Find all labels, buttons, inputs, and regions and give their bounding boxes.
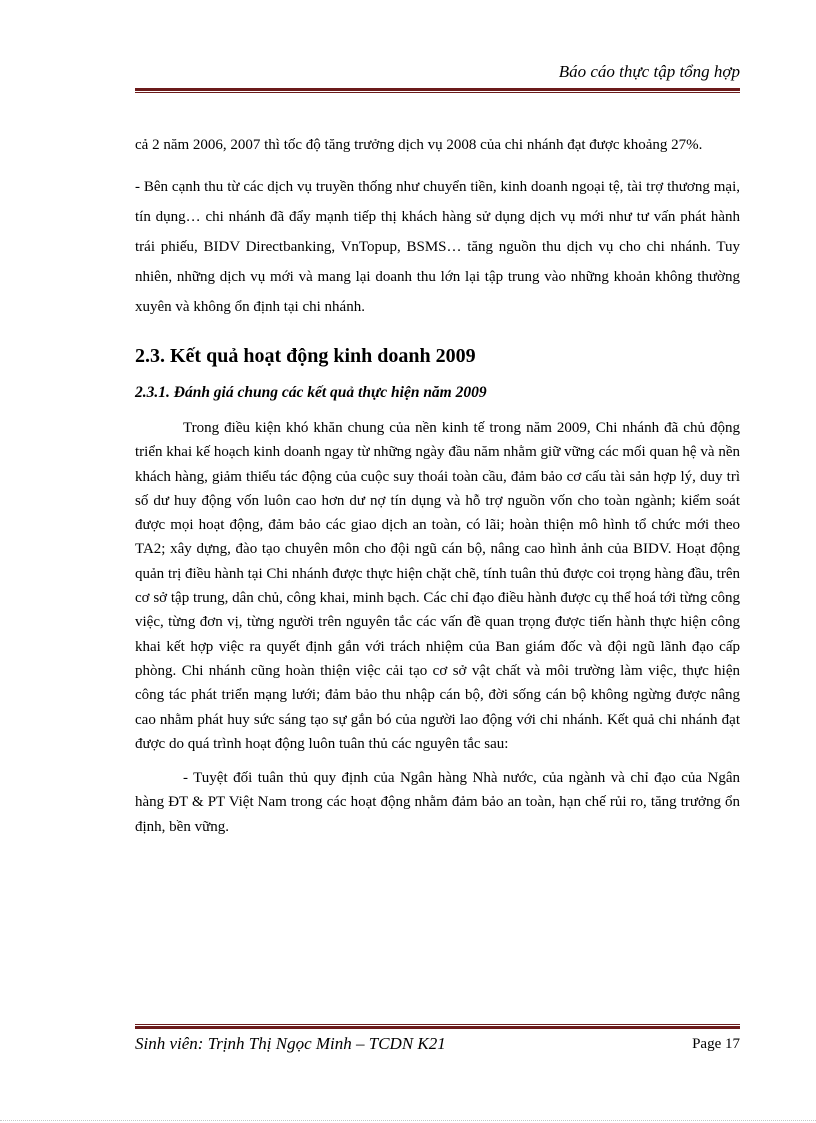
paragraph-services: - Bên cạnh thu từ các dịch vụ truyền thống như chuyển tiền, kinh doanh ngoại tệ, tài trợ thương mại, tín dụng… chi nhánh đã đẩy mạnh tiếp thị khách hàng sử dụng dịch vụ mới như tư vấn phát hành trái phiếu, BIDV Directbanking, VnTopup, BSMS… tăng nguồn thu dịch vụ cho chi nhánh. Tuy nhiên, những dịch vụ mới và mang lại doanh thu lớn lại tập trung vào những khoản không thường xuyên và không ổn định tại chi nhánh.: [135, 179, 740, 315]
footer-student: Sinh viên: Trịnh Thị Ngọc Minh – TCDN K21: [135, 1034, 446, 1053]
footer-rule: [135, 1024, 740, 1029]
header-rule: [135, 88, 740, 93]
page-edge: [0, 1120, 816, 1121]
document-body: [135, 130, 740, 839]
paragraph-bullet: - Tuyệt đối tuân thủ quy định của Ngân hàng Nhà nước, của ngành và chỉ đạo của Ngân hàng ĐT & PT Việt Nam trong các hoạt động nhằm đảm bảo an toàn, hạn chế rủi ro, tăng trưởng ổn định, bền vững.: [135, 770, 740, 835]
footer-page-number: Page 17: [692, 1036, 740, 1052]
subsection-heading: 2.3.1. Đánh giá chung các kết quả thực hiện năm 2009: [135, 384, 487, 401]
paragraph-intro: cả 2 năm 2006, 2007 thì tốc độ tăng trưởng dịch vụ 2008 của chi nhánh đạt được khoảng 27%.: [135, 137, 703, 153]
section-heading: 2.3. Kết quả hoạt động kinh doanh 2009: [135, 345, 476, 367]
paragraph-body: Trong điều kiện khó khăn chung của nền kinh tế trong năm 2009, Chi nhánh đã chủ động triển khai kế hoạch kinh doanh ngay từ những ngày đầu năm nhằm giữ vững các mối quan hệ và nền khách hàng, giảm thiểu tác động của cuộc suy thoái toàn cầu, đảm bảo cơ cấu tài sản hợp lý, duy trì số dư huy động vốn luôn cao hơn dư nợ tín dụng và hỗ trợ nguồn vốn cho toàn ngành; kiểm soát được mọi hoạt động, đảm bảo các giao dịch an toàn, có lãi; hoàn thiện mô hình tổ chức mới theo TA2; xây dựng, đào tạo chuyên môn cho đội ngũ cán bộ, nâng cao hình ảnh của BIDV. Hoạt động quản trị điều hành tại Chi nhánh được thực hiện chặt chẽ, tính tuân thủ được coi trọng hàng đầu, trên cơ sở tập trung, dân chủ, công khai, minh bạch. Các chỉ đạo điều hành được cụ thể hoá tới từng công việc, từng đơn vị, từng người trên nguyên tắc các vấn đề quan trọng được tiến hành thực hiện công khai kết hợp việc ra quyết định gắn với trách nhiệm của Ban giám đốc và đội ngũ lãnh đạo cấp phòng. Chi nhánh cũng hoàn thiện việc cải tạo cơ sở vật chất và môi trường làm việc, thực hiện công tác phát triển mạng lưới; đảm bảo thu nhập cán bộ, đời sống cán bộ không ngừng được nâng cao nhằm phát huy sức sáng tạo sự gắn bó của người lao động với chi nhánh. Kết quả chi nhánh đạt được do quá trình hoạt động luôn tuân thủ các nguyên tắc sau:: [135, 420, 740, 752]
page-header-title: Báo cáo thực tập tổng hợp: [558, 62, 740, 81]
